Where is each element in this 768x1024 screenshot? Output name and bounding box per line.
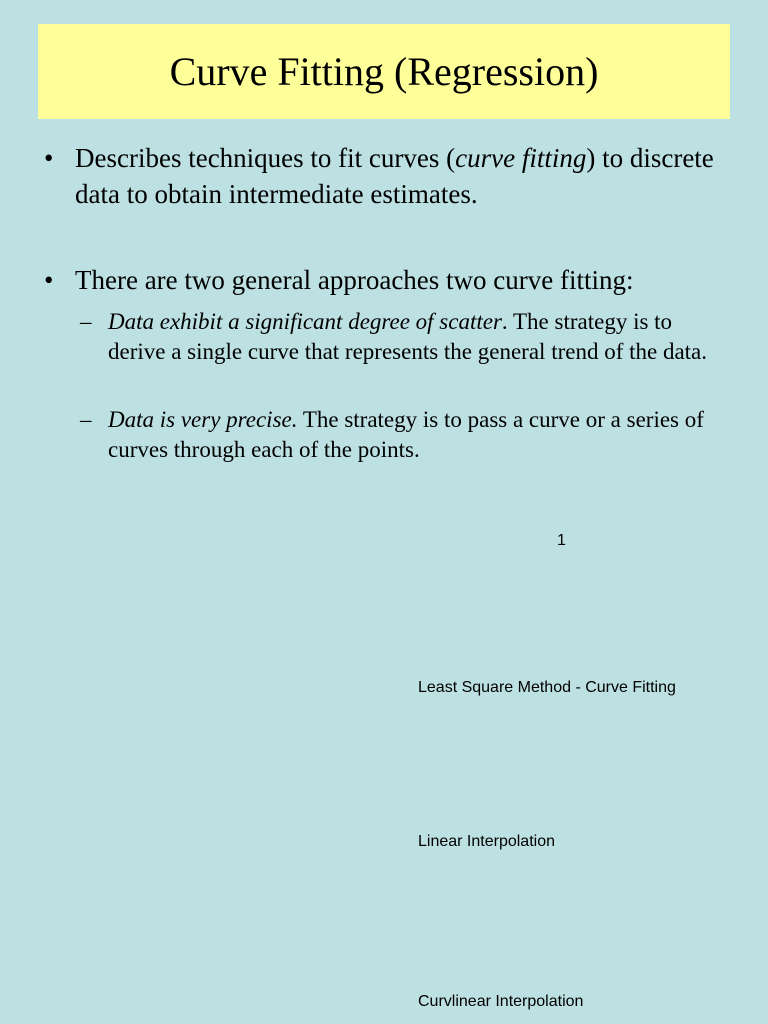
dash-marker: – [80, 309, 92, 334]
title-banner [38, 24, 730, 119]
page-number: 1 [557, 532, 566, 549]
subbullet-scatter [108, 307, 728, 367]
note-linear-interpolation: Linear Interpolation [418, 833, 555, 850]
bullet-text-part: ) to discrete data to obtain intermediate estimates. [75, 143, 714, 209]
subbullet-italic: Data is very precise. [108, 407, 298, 432]
note-least-square: Least Square Method - Curve Fitting [418, 679, 676, 696]
bullet-italic-term: curve fitting [455, 143, 587, 173]
bullet-marker: • [44, 265, 54, 295]
bullet-approaches: There are two general approaches two curve fitting: [75, 265, 634, 295]
bullet-text-part: Describes techniques to fit curves ( [75, 143, 456, 173]
bullet-describes [75, 140, 735, 212]
dash-marker: – [80, 407, 92, 432]
subbullet-text: . The strategy is to derive a single curve that represents the general trend of the data. [108, 309, 708, 364]
subbullet-italic: Data exhibit a significant degree of scatter [108, 309, 502, 334]
subbullet-text: The strategy is to pass a curve or a series of curves through each of the points. [108, 407, 704, 462]
slide-title: Curve Fitting (Regression) [169, 48, 599, 94]
bullet-marker: • [44, 143, 54, 173]
note-curvlinear-interpolation: Curvlinear Interpolation [418, 993, 584, 1010]
subbullet-precise [108, 405, 728, 465]
